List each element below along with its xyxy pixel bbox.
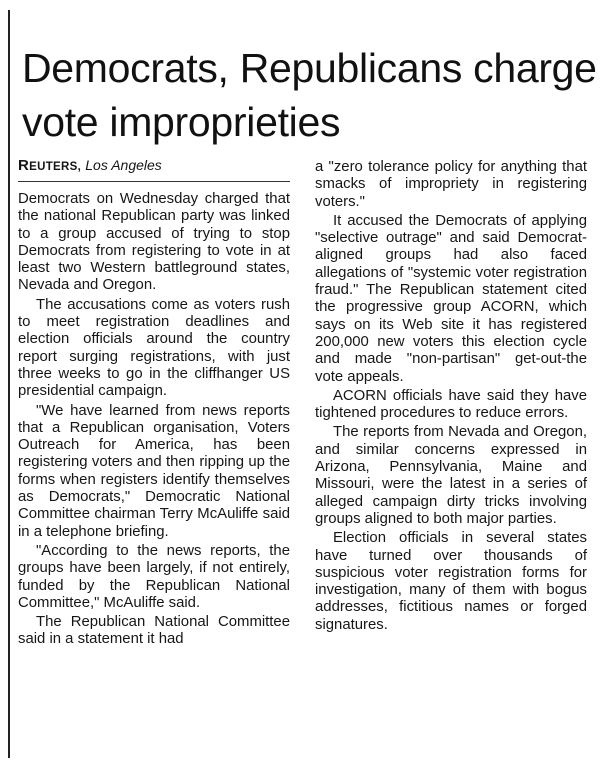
byline-location: Los Angeles <box>85 157 162 173</box>
byline-agency-initial: R <box>18 157 30 174</box>
right-column <box>315 159 587 636</box>
paragraph: It accused the Democrats of applying "selective outrage" and said Democrat-aligned groups had also faced allegations of "systemic voter registration fraud." The Republican statement cited the progressive group ACORN, which says on its Web site it has registered 200,000 new voters this election cycle and made "non-partisan" get-out-the vote appeals. <box>315 212 587 385</box>
paragraph: a "zero tolerance policy for anything that smacks of impropriety in registering voters." <box>315 159 587 210</box>
byline-agency <box>18 157 81 174</box>
paragraph: ACORN officials have said they have tightened procedures to reduce errors. <box>315 387 587 422</box>
byline-agency-rest: EUTERS, <box>29 161 82 173</box>
paragraph: The accusations come as voters rush to meet registration deadlines and election officials around the country report surging registrations, with just three weeks to go in the cliffhanger US presidential campaign. <box>18 296 290 400</box>
paragraph: The reports from Nevada and Oregon, and similar concerns expressed in Arizona, Pennsylvania, Maine and Missouri, were the latest in a series of alleged campaign dirty tricks involving groups aligned to both major parties. <box>315 424 587 527</box>
paragraph: The Republican National Committee said in a statement it had <box>18 614 290 648</box>
paragraph: Election officials in several states have turned over thousands of suspicious voter registration forms for investigation, many of them with bogus addresses, fictitious names or forged signatures. <box>315 530 587 633</box>
paragraph: Democrats on Wednesday charged that the national Republican party was linked to a group accused of trying to stop Democrats from registering to vote in at least two Western battleground states, Nevada and Oregon. <box>18 191 290 294</box>
paragraph: "According to the news reports, the groups have been largely, if not entirely, funded by the Republican National Committee," McAuliffe said. <box>18 542 290 611</box>
column-rule <box>8 10 10 758</box>
left-column <box>18 156 290 651</box>
paragraph: "We have learned from news reports that a Republican organisation, Voters Outreach for America, has been registering voters and then ripping up the forms when registers identify themselves as Democrats," Democratic National Committee chairman Terry McAuliffe said in a telephone briefing. <box>18 402 290 540</box>
headline: Democrats, Republicans charge vote improprieties <box>22 45 597 146</box>
byline <box>18 156 290 182</box>
